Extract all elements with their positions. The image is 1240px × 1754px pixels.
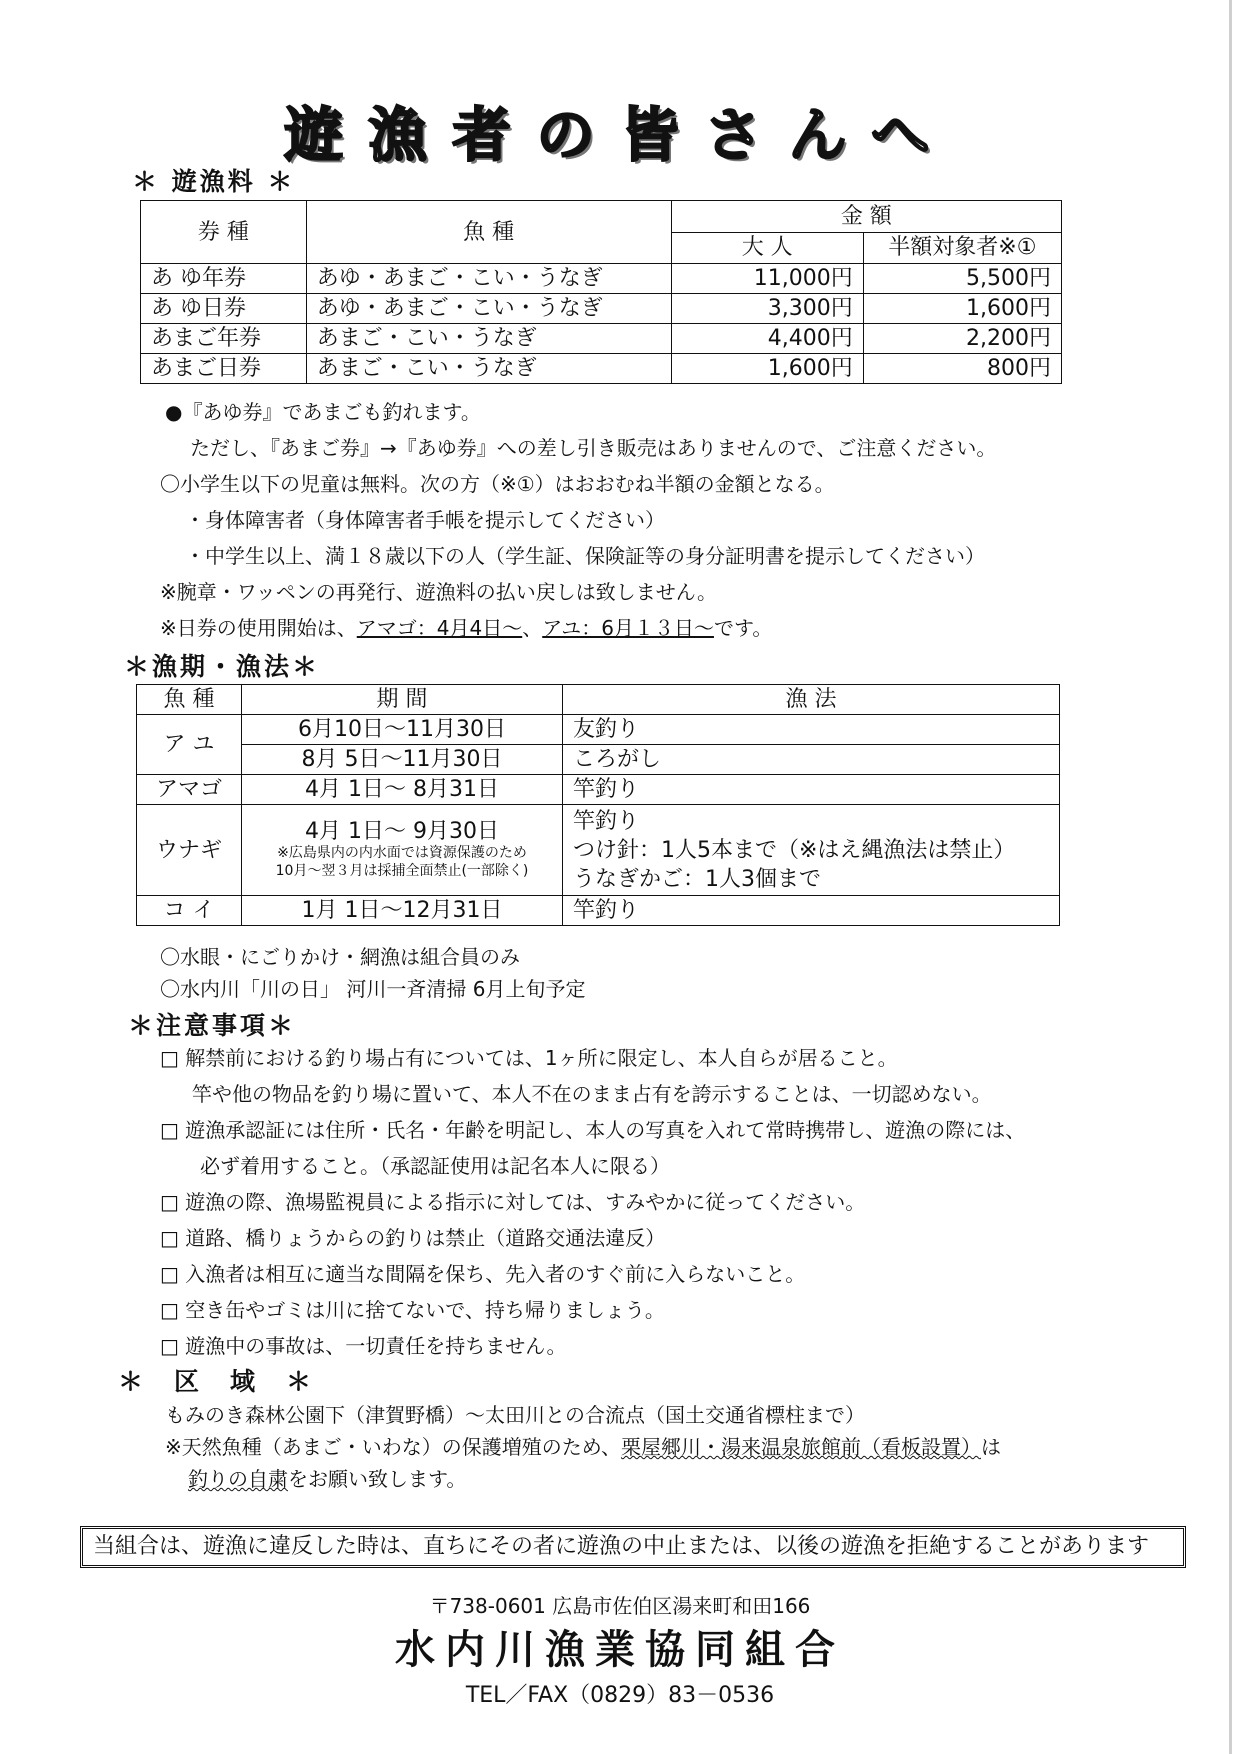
season-fish-unagi: ウナギ — [137, 805, 242, 896]
footer-organization: 水内川漁業協同組合 — [395, 1627, 845, 1673]
fee-note: ●『あゆ券』であまごも釣れます。 — [165, 400, 481, 424]
fee-note: ・中学生以上、満１８歳以下の人（学生証、保険証等の身分証明書を提示してください） — [185, 544, 985, 568]
area-line — [188, 1464, 466, 1494]
fee-note: ただし、『あまご券』→『あゆ券』への差し引き販売はありませんので、ご注意ください。 — [190, 436, 997, 460]
start-note-amago: アマゴ：4月4日～ — [356, 616, 523, 640]
fee-fish: あゆ・あまご・こい・うなぎ — [306, 294, 671, 324]
season-method: 竿釣り — [573, 808, 640, 834]
season-note: 〇水眼・にごりかけ・網漁は組合員のみ — [160, 945, 520, 969]
table-row — [137, 805, 1060, 896]
start-note-sep: 、 — [522, 616, 543, 640]
caution-item: 竿や他の物品を釣り場に置いて、本人不在のまま占有を誇示することは、一切認めない。 — [192, 1082, 992, 1106]
season-period: 4月 1日～ 9月30日 — [305, 819, 499, 844]
caution-item: □ 遊漁承認証には住所・氏名・年齢を明記し、本人の写真を入れて常時携帯し、遊漁の際には、 — [160, 1118, 1026, 1142]
caution-item: □ 解禁前における釣り場占有については、1ヶ所に限定し、本人自らが居ること。 — [160, 1046, 898, 1070]
fee-fish: あまご・こい・うなぎ — [306, 324, 671, 354]
season-period-unagi — [242, 805, 563, 896]
table-row — [137, 715, 1060, 745]
season-header-fish: 魚 種 — [137, 685, 242, 715]
fee-header-ticket: 券 種 — [141, 201, 307, 264]
area-line-suffix: をお願い致します。 — [288, 1467, 467, 1491]
caution-heading: ＊注意事項＊ — [128, 1011, 297, 1040]
season-header-period: 期 間 — [242, 685, 563, 715]
season-period: 6月10日～11月30日 — [242, 715, 563, 745]
fee-note: ・身体障害者（身体障害者手帳を提示してください） — [185, 508, 665, 532]
fee-header-half: 半額対象者※① — [863, 232, 1061, 264]
season-method-unagi — [563, 805, 1060, 896]
fee-half: 1,600円 — [863, 294, 1061, 324]
area-line: もみのき森林公園下（津賀野橋）～太田川との合流点（国土交通省標柱まで） — [165, 1403, 865, 1427]
table-row — [137, 896, 1060, 926]
caution-item: □ 遊漁中の事故は、一切責任を持ちません。 — [160, 1334, 567, 1358]
season-fish-ayu: ア ユ — [137, 715, 242, 775]
caution-item: □ 道路、橋りょうからの釣りは禁止（道路交通法違反） — [160, 1226, 666, 1250]
season-method: ころがし — [563, 745, 1060, 775]
start-note-prefix: ※日券の使用開始は、 — [160, 616, 357, 640]
footer-address: 〒738-0601 広島市佐伯区湯来町和田166 — [429, 1594, 811, 1618]
fee-table — [140, 200, 1062, 384]
fee-ticket: あまご日券 — [141, 354, 307, 384]
caution-item: □ 遊漁の際、漁場監視員による指示に対しては、すみやかに従ってください。 — [160, 1190, 866, 1214]
season-table — [136, 684, 1060, 926]
caution-item: 必ず着用すること。（承認証使用は記名本人に限る） — [200, 1154, 670, 1178]
area-line — [165, 1432, 1001, 1462]
fee-fish: あゆ・あまご・こい・うなぎ — [306, 264, 671, 294]
season-fish-koi: コ イ — [137, 896, 242, 926]
fee-adult: 1,600円 — [671, 354, 863, 384]
season-method: うなぎかご：1人3個まで — [573, 866, 821, 892]
area-line-suffix: は — [980, 1435, 1001, 1459]
season-method: 竿釣り — [563, 896, 1060, 926]
season-note: 〇水内川「川の日」 河川一斉清掃 6月上旬予定 — [160, 977, 586, 1001]
season-heading: ＊漁期・漁法＊ — [124, 652, 321, 681]
area-refrain-fishing: 釣りの自粛 — [188, 1467, 288, 1491]
table-row — [137, 775, 1060, 805]
season-fish-amago: アマゴ — [137, 775, 242, 805]
fee-ticket: あ ゆ年券 — [141, 264, 307, 294]
area-line-prefix: ※天然魚種（あまご・いわな）の保護増殖のため、 — [165, 1435, 621, 1459]
footer-tel: TEL／FAX（0829）83－0536 — [465, 1683, 775, 1708]
fee-half: 800円 — [863, 354, 1061, 384]
table-row — [141, 294, 1062, 324]
season-period: 8月 5日～11月30日 — [242, 745, 563, 775]
fee-ticket: あ ゆ日券 — [141, 294, 307, 324]
fee-header-adult: 大 人 — [671, 232, 863, 264]
fee-note: ※腕章・ワッペンの再発行、遊漁料の払い戻しは致しません。 — [160, 580, 717, 604]
warning-box: 当組合は、遊漁に違反した時は、直ちにその者に遊漁の中止または、以後の遊漁を拒絶することがあります — [80, 1526, 1186, 1568]
fee-fish: あまご・こい・うなぎ — [306, 354, 671, 384]
caution-item: □ 入漁者は相互に適当な間隔を保ち、先入者のすぐ前に入らないこと。 — [160, 1262, 806, 1286]
fee-heading: ＊ 遊漁料 ＊ — [132, 167, 296, 196]
season-period: 4月 1日～ 8月31日 — [242, 775, 563, 805]
season-method: つけ針：1人5本まで（※はえ縄漁法は禁止） — [573, 837, 1016, 863]
table-row — [137, 745, 1060, 775]
fee-half: 2,200円 — [863, 324, 1061, 354]
fee-adult: 4,400円 — [671, 324, 863, 354]
fee-half: 5,500円 — [863, 264, 1061, 294]
fee-header-fish: 魚 種 — [306, 201, 671, 264]
season-header-method: 漁 法 — [563, 685, 1060, 715]
season-period: 1月 1日～12月31日 — [242, 896, 563, 926]
season-method: 友釣り — [563, 715, 1060, 745]
unagi-protection-note: 10月～翌３月は採捕全面禁止(一部除く) — [275, 863, 529, 879]
table-row — [141, 354, 1062, 384]
start-note-suffix: です。 — [713, 616, 773, 640]
area-restricted-place: 栗屋郷川・湯来温泉旅館前（看板設置） — [620, 1435, 981, 1459]
page-title: 遊漁者の皆さんへ — [284, 101, 956, 169]
page-edge — [1229, 0, 1232, 1754]
area-heading: ＊ 区 域 ＊ — [118, 1367, 315, 1396]
fee-header-amount: 金 額 — [671, 201, 1061, 233]
fee-note: 〇小学生以下の児童は無料。次の方（※①）はおおむね半額の金額となる。 — [160, 472, 835, 496]
caution-item: □ 空き缶やゴミは川に捨てないで、持ち帰りましょう。 — [160, 1298, 665, 1322]
table-row — [141, 324, 1062, 354]
fee-ticket: あまご年券 — [141, 324, 307, 354]
season-method: 竿釣り — [563, 775, 1060, 805]
start-note — [160, 613, 772, 643]
fee-adult: 3,300円 — [671, 294, 863, 324]
fee-adult: 11,000円 — [671, 264, 863, 294]
table-row — [141, 264, 1062, 294]
unagi-protection-note: ※広島県内の内水面では資源保護のため — [277, 845, 527, 861]
start-note-ayu: アユ：6月１３日～ — [542, 616, 714, 640]
